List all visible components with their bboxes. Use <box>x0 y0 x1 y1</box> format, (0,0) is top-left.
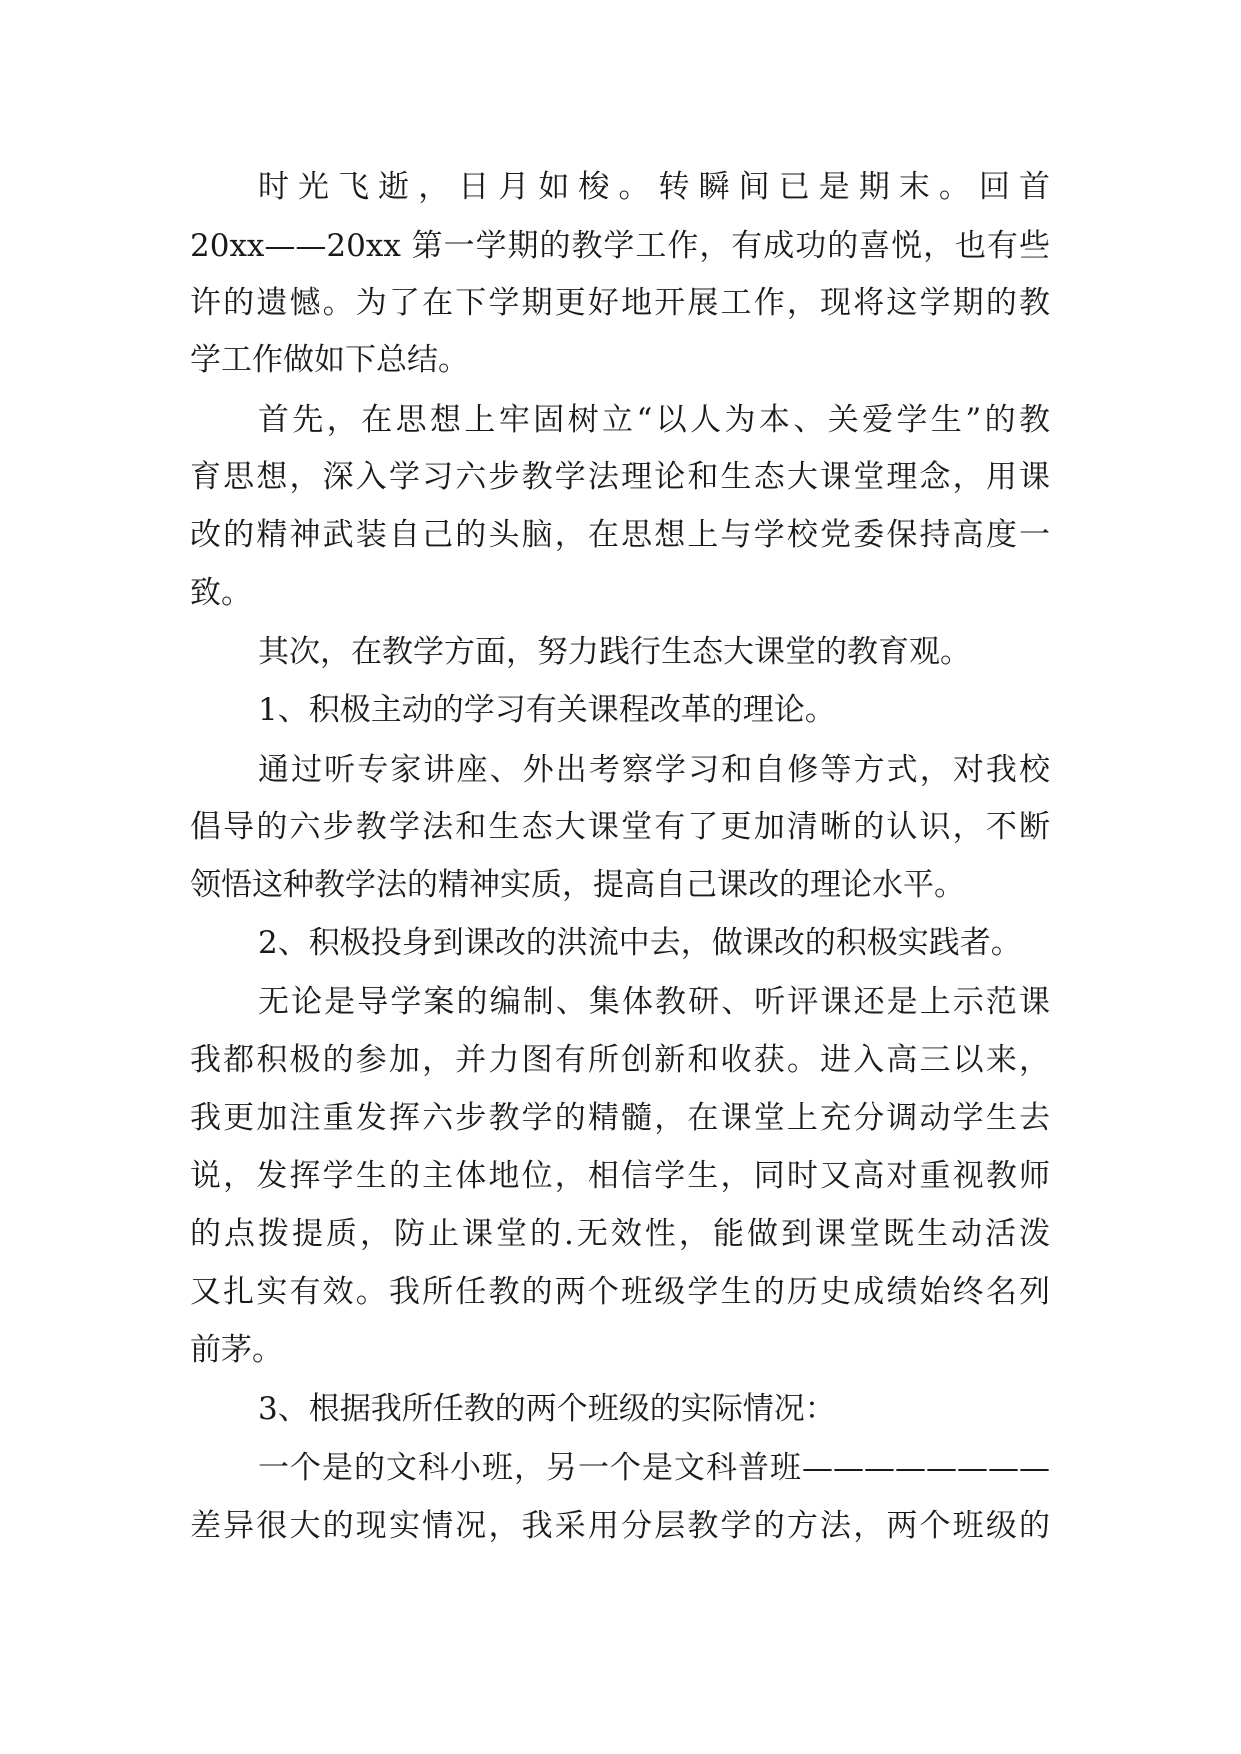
text-line: 的点拨提质，防止课堂的.无效性，能做到课堂既生动活泼 <box>190 1216 1050 1252</box>
text-line: 又扎实有效。我所任教的两个班级学生的历史成绩始终名列 <box>190 1274 1050 1310</box>
text-line: 许的遗憾。为了在下学期更好地开展工作，现将这学期的教 <box>190 285 1050 321</box>
text-line: 前茅。 <box>190 1332 283 1368</box>
text-line: 育思想，深入学习六步教学法理论和生态大课堂理念，用课 <box>190 459 1050 495</box>
text-line: 其次，在教学方面，努力践行生态大课堂的教育观。 <box>258 634 971 670</box>
text-line: 差异很大的现实情况，我采用分层教学的方法，两个班级的 <box>190 1508 1050 1544</box>
text-line: 通过听专家讲座、外出考察学习和自修等方式，对我校 <box>258 752 1050 788</box>
text-line: 3、根据我所任教的两个班级的实际情况： <box>258 1391 836 1427</box>
text-line: 说，发挥学生的主体地位，相信学生，同时又高对重视教师 <box>190 1158 1050 1194</box>
text-line: 我都积极的参加，并力图有所创新和收获。进入高三以来， <box>190 1042 1050 1078</box>
text-line: 致。 <box>190 575 252 611</box>
text-line: 倡导的六步教学法和生态大课堂有了更加清晰的认识，不断 <box>190 809 1050 845</box>
text-line: 领悟这种教学法的精神实质，提高自己课改的理论水平。 <box>190 867 965 903</box>
text-line: 学工作做如下总结。 <box>190 342 469 378</box>
text-line: 时光飞逝，日月如梭。转瞬间已是期末。回首 <box>258 169 1050 205</box>
text-line: 一个是的文科小班，另一个是文科普班———————— <box>258 1450 1050 1486</box>
text-line: 首先，在思想上牢固树立“以人为本、关爱学生”的教 <box>258 402 1050 438</box>
text-line: 2、积极投身到课改的洪流中去，做课改的积极实践者。 <box>258 925 1022 961</box>
text-line: 改的精神武装自己的头脑，在思想上与学校党委保持高度一 <box>190 517 1050 553</box>
text-line: 我更加注重发挥六步教学的精髓，在课堂上充分调动学生去 <box>190 1100 1050 1136</box>
text-line: 20xx——20xx 第一学期的教学工作，有成功的喜悦，也有些 <box>190 228 1050 264</box>
text-line: 无论是导学案的编制、集体教研、听评课还是上示范课 <box>258 984 1050 1020</box>
text-line: 1、积极主动的学习有关课程改革的理论。 <box>258 692 836 728</box>
